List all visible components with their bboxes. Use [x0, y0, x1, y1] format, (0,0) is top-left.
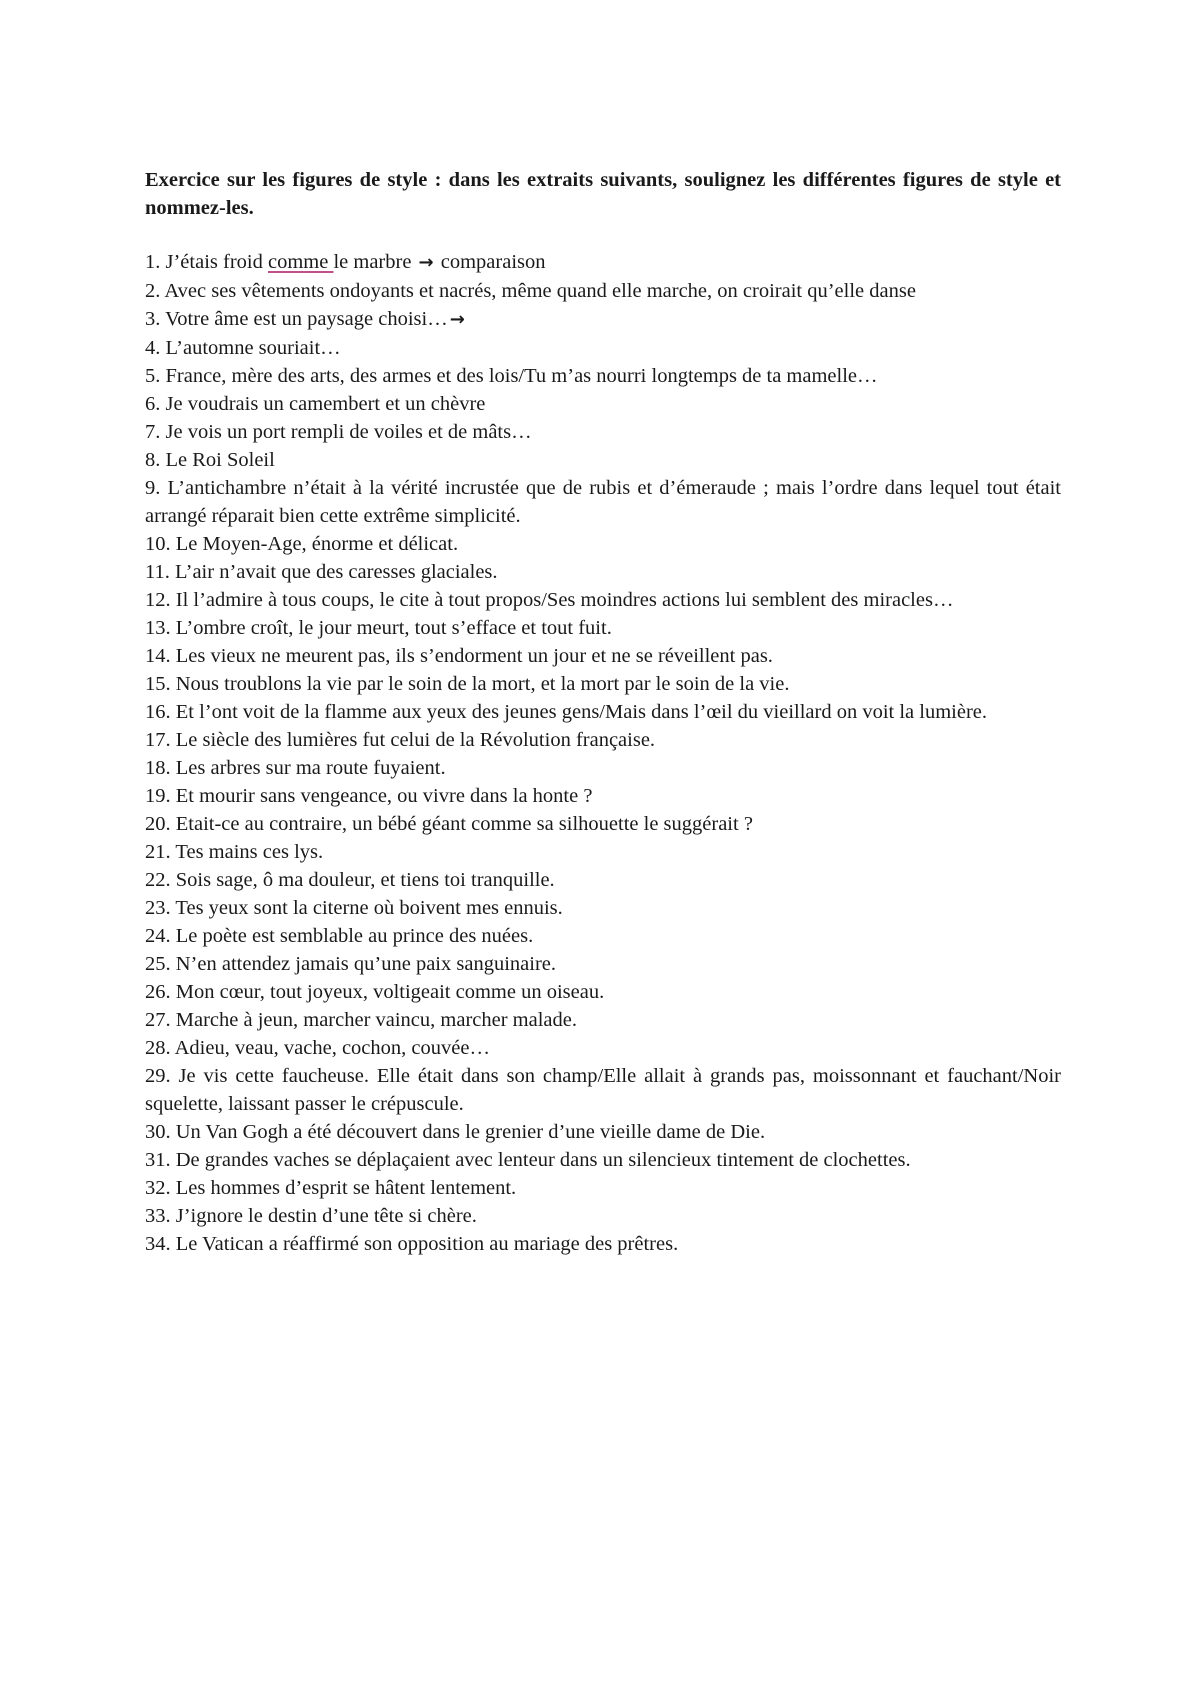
- item-1-before: 1. J’étais froid: [145, 251, 268, 273]
- list-item-7: 7. Je vois un port rempli de voiles et de mâts…: [145, 421, 532, 443]
- item-1-underlined: comme: [267, 251, 334, 273]
- list-item-32: 32. Les hommes d’esprit se hâtent lentement.: [145, 1177, 517, 1199]
- list-item-30: 30. Un Van Gogh a été découvert dans le grenier d’une vieille dame de Die.: [145, 1121, 766, 1143]
- list-item-8: 8. Le Roi Soleil: [145, 449, 275, 471]
- list-item-2: 2. Avec ses vêtements ondoyants et nacrés, même quand elle marche, on croirait qu’elle danse: [145, 280, 916, 302]
- list-item-25: 25. N’en attendez jamais qu’une paix sanguinaire.: [145, 953, 556, 975]
- list-item-34: 34. Le Vatican a réaffirmé son opposition au mariage des prêtres.: [145, 1233, 679, 1255]
- exercise-list: [145, 248, 1061, 1258]
- list-item-18: 18. Les arbres sur ma route fuyaient.: [145, 757, 446, 779]
- list-item-16: 16. Et l’ont voit de la flamme aux yeux des jeunes gens/Mais dans l’œil du vieillard on voit la lumière.: [145, 701, 988, 723]
- list-item-15: 15. Nous troublons la vie par le soin de la mort, et la mort par le soin de la vie.: [145, 673, 790, 695]
- list-item-3: [145, 305, 1061, 334]
- list-item-14: 14. Les vieux ne meurent pas, ils s’endorment un jour et ne se réveillent pas.: [145, 645, 773, 667]
- list-item-33: 33. J’ignore le destin d’une tête si chère.: [145, 1205, 477, 1227]
- list-item-4: 4. L’automne souriait…: [145, 337, 341, 359]
- list-item-1: [145, 248, 1061, 277]
- list-item-28: 28. Adieu, veau, vache, cochon, couvée…: [145, 1037, 490, 1059]
- list-item-24: 24. Le poète est semblable au prince des nuées.: [145, 925, 534, 947]
- list-item-6: 6. Je voudrais un camembert et un chèvre: [145, 393, 486, 415]
- list-item-11: 11. L’air n’avait que des caresses glaciales.: [145, 561, 498, 583]
- right-arrow-icon: →: [449, 309, 465, 330]
- document-page: [145, 166, 1061, 1258]
- list-item-29: 29. Je vis cette faucheuse. Elle était dans son champ/Elle allait à grands pas, moissonnant et fauchant/Noir squelette, laissant passer le crépuscule.: [145, 1065, 1061, 1115]
- list-item-5: 5. France, mère des arts, des armes et des lois/Tu m’as nourri longtemps de ta mamelle…: [145, 365, 878, 387]
- list-item-23: 23. Tes yeux sont la citerne où boivent mes ennuis.: [145, 897, 563, 919]
- list-item-12: 12. Il l’admire à tous coups, le cite à tout propos/Ses moindres actions lui semblent des miracles…: [145, 589, 954, 611]
- list-item-13: 13. L’ombre croît, le jour meurt, tout s’efface et tout fuit.: [145, 617, 612, 639]
- list-item-10: 10. Le Moyen-Age, énorme et délicat.: [145, 533, 459, 555]
- list-item-20: 20. Etait-ce au contraire, un bébé géant comme sa silhouette le suggérait ?: [145, 813, 753, 835]
- item-1-after: le marbre: [333, 251, 412, 273]
- list-item-27: 27. Marche à jeun, marcher vaincu, marcher malade.: [145, 1009, 577, 1031]
- item-1-answer: comparaison: [440, 251, 546, 273]
- right-arrow-icon: →: [418, 252, 434, 273]
- list-item-19: 19. Et mourir sans vengeance, ou vivre dans la honte ?: [145, 785, 593, 807]
- list-item-17: 17. Le siècle des lumières fut celui de la Révolution française.: [145, 729, 656, 751]
- list-item-22: 22. Sois sage, ô ma douleur, et tiens toi tranquille.: [145, 869, 555, 891]
- item-3-text: 3. Votre âme est un paysage choisi…: [145, 308, 448, 330]
- exercise-heading: Exercice sur les figures de style : dans les extraits suivants, soulignez les différentes figures de style et nommez-les.: [145, 169, 1061, 219]
- list-item-26: 26. Mon cœur, tout joyeux, voltigeait comme un oiseau.: [145, 981, 605, 1003]
- list-item-9: 9. L’antichambre n’était à la vérité incrustée que de rubis et d’émeraude ; mais l’ordre dans lequel tout était arrangé réparait bien cette extrême simplicité.: [145, 477, 1061, 527]
- list-item-31: 31. De grandes vaches se déplaçaient avec lenteur dans un silencieux tintement de clochettes.: [145, 1149, 911, 1171]
- list-item-21: 21. Tes mains ces lys.: [145, 841, 324, 863]
